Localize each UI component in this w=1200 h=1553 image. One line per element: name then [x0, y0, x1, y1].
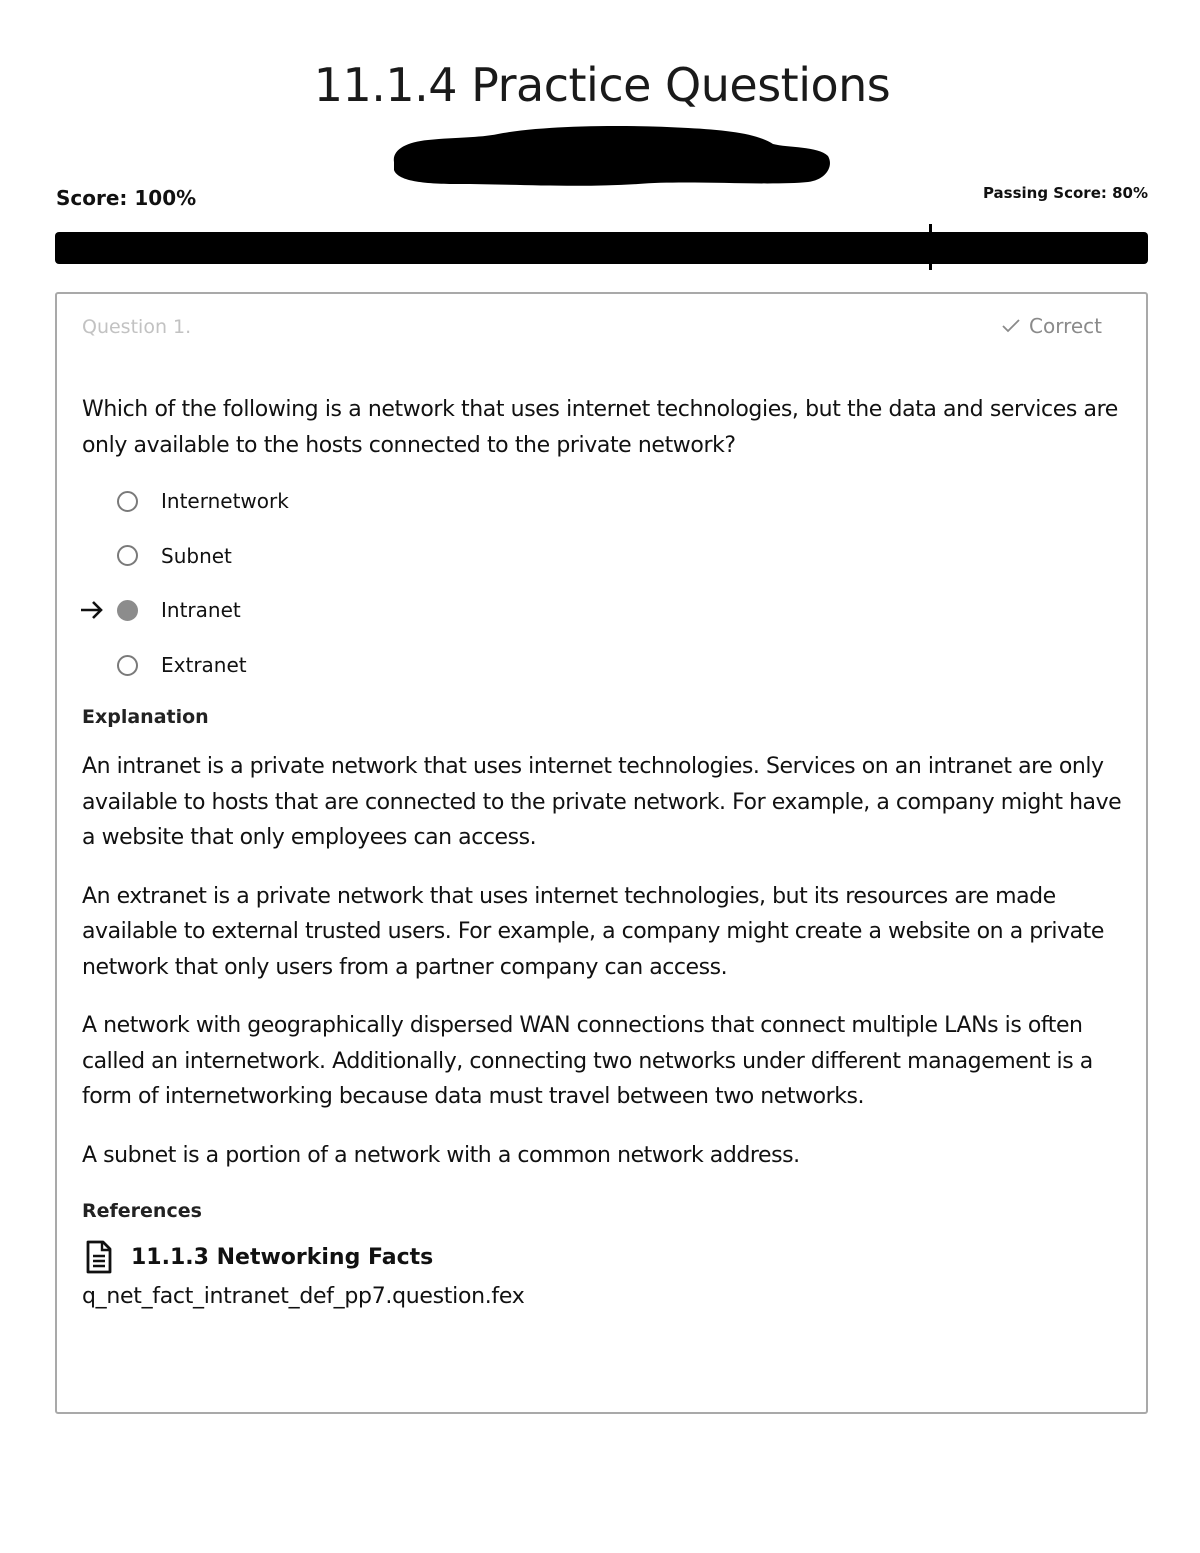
choice-label: Intranet — [161, 598, 241, 623]
choice-label: Extranet — [161, 653, 247, 678]
answer-choice[interactable] — [79, 529, 679, 584]
passing-score-marker — [929, 224, 932, 270]
document-icon — [85, 1239, 113, 1275]
question-text: Which of the following is a network that uses internet technologies, but the data and services are only available to the hosts connected to the private network? — [82, 397, 1118, 458]
question-card — [55, 292, 1148, 1414]
explanation-paragraph: An extranet is a private network that uses internet technologies, but its resources are made available to external trusted users. For example, a company might create a website on a private network that only users from a partner company can access. — [82, 883, 1104, 980]
reference-title[interactable]: 11.1.3 Networking Facts — [131, 1244, 434, 1270]
status-text: Correct — [1029, 314, 1102, 338]
answer-choices — [79, 474, 679, 692]
references-heading: References — [82, 1200, 202, 1222]
passing-score-label: Passing Score: 80% — [982, 184, 1148, 202]
redaction-mark — [388, 122, 832, 188]
reference-link[interactable] — [85, 1239, 433, 1275]
radio-button[interactable] — [117, 655, 138, 676]
question-number: Question 1. — [82, 316, 192, 338]
status-badge — [1001, 314, 1102, 338]
score-label: Score: 100% — [56, 186, 197, 210]
radio-button[interactable] — [117, 491, 138, 512]
answer-choice[interactable] — [79, 474, 679, 529]
explanation-paragraph: A network with geographically dispersed WAN connections that connect multiple LANs is often called an internetwork. Additionally, connecting two networks under different management is a form of internetworking because data must travel between two networks. — [82, 1013, 1093, 1109]
arrow-right-icon — [79, 600, 105, 620]
page-title: 11.1.4 Practice Questions — [313, 58, 891, 112]
score-progress-fill — [55, 232, 1148, 264]
answer-choice-selected[interactable] — [79, 583, 679, 638]
choice-label: Subnet — [161, 543, 232, 568]
question-file-id: q_net_fact_intranet_def_pp7.question.fex — [82, 1284, 525, 1309]
explanation-paragraph: An intranet is a private network that uses internet technologies. Services on an intranet are only available to hosts that are connected to the private network. For example, a company might have a website that only employees can access. — [82, 754, 1122, 850]
explanation-heading: Explanation — [82, 706, 209, 728]
explanation-paragraph: A subnet is a portion of a network with a common network address. — [82, 1142, 800, 1168]
answer-choice[interactable] — [79, 638, 679, 693]
checkmark-icon — [1001, 318, 1021, 334]
choice-label: Internetwork — [161, 489, 289, 514]
radio-button[interactable] — [117, 545, 138, 566]
score-progress-bar — [55, 232, 1148, 264]
radio-button-selected[interactable] — [117, 600, 138, 621]
explanation-body — [82, 749, 1127, 1196]
